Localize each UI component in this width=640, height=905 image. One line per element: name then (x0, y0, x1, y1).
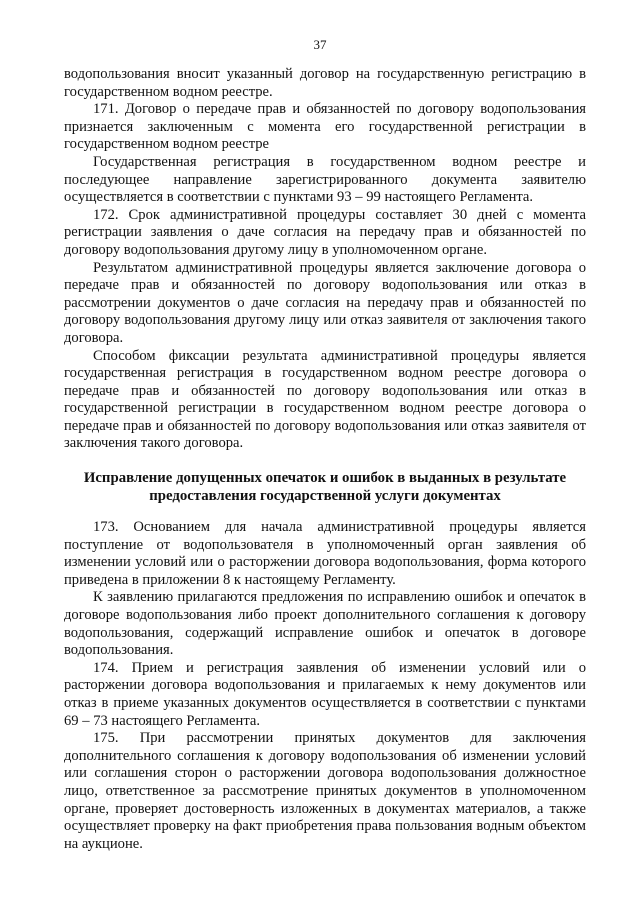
paragraph-174: 174. Прием и регистрация заявления об изменении условий или о расторжении договора водопользования и прилагаемых к нему документов или отказ в приеме указанных документов осуществляется в соответствии с пунктами 69 – 73 настоящего Регламента. (64, 659, 586, 729)
paragraph-fixation: Способом фиксации результата административной процедуры является государственная регистрация в государственном водном реестре договора о передаче прав и обязанностей по договору водопользования или отказ в государственной регистрации в государственном водном реестре договора о передаче прав и обязанностей по договору водопользования или отказ заявителя от заключения такого договора. (64, 347, 586, 452)
section-heading: Исправление допущенных опечаток и ошибок в выданных в результате предоставления государственной услуги документах (83, 470, 567, 505)
document-body (64, 66, 586, 853)
paragraph-attachments: К заявлению прилагаются предложения по исправлению ошибок и опечаток в договоре водопользования либо проект дополнительного соглашения к договору водопользования, содержащий исправление ошибок и опечаток в договоре водопользования. (64, 589, 586, 659)
paragraph-173: 173. Основанием для начала административной процедуры является поступление от водопользователя в уполномоченный орган заявления об изменении условий или о расторжении договора водопользования, форма которого приведена в приложении 8 к настоящему Регламенту. (64, 519, 586, 588)
paragraph-result: Результатом административной процедуры является заключение договора о передаче прав и обязанностей по договору водопользования или отказ в рассмотрении документов о даче согласия на передачу прав и обязанностей по договору водопользования другому лицу или отказ заявителя от заключения такого договора. (64, 259, 586, 346)
paragraph-175: 175. При рассмотрении принятых документов для заключения дополнительного соглашения к договору водопользования об изменении условий или соглашения сторон о расторжении договора водопользования должностное лицо, ответственное за рассмотрение принятых документов в уполномоченном органе, проверяет достоверность изложенных в документах материалов, а также осуществляет проверку на факт приобретения права пользования водным объектом на аукционе. (64, 730, 586, 852)
paragraph-172: 172. Срок административной процедуры составляет 30 дней с момента регистрации заявления о даче согласия на передачу прав и обязанностей по договору водопользования другому лицу в уполномоченном органе. (64, 206, 586, 258)
paragraph-171: 171. Договор о передаче прав и обязанностей по договору водопользования признается заключенным с момента его государственной регистрации в государственном водном реестре (64, 101, 586, 153)
paragraph-registration: Государственная регистрация в государственном водном реестре и последующее направление зарегистрированного документа заявителю осуществляется в соответствии с пунктами 93 – 99 настоящего Регламента. (64, 153, 586, 206)
paragraph-continuation: водопользования вносит указанный договор на государственную регистрацию в государственном водном реестре. (64, 66, 586, 100)
page-number: 37 (313, 37, 327, 52)
